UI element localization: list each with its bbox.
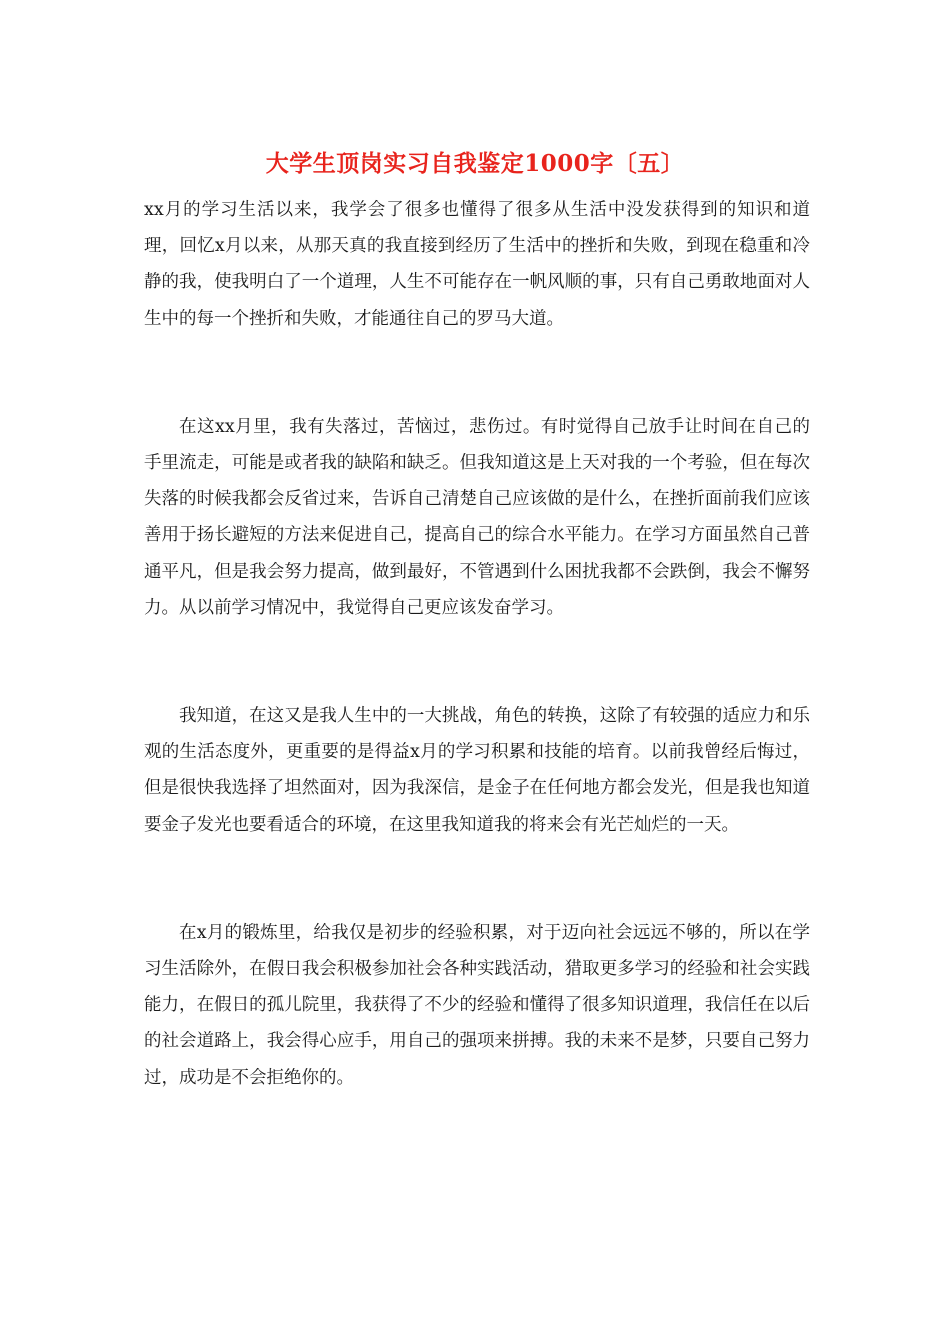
paragraph-4: 在x月的锻炼里，给我仅是初步的经验积累，对于迈向社会远远不够的，所以在学习生活除外，在假日我会积极参加社会各种实践活动，猎取更多学习的经验和社会实践能力，在假日的孤儿院里，我获得了不少的经验和懂得了很多知识道理，我信任在以后的社会道路上，我会得心应手，用自己的强项来拼搏。我的未来不是梦，只要自己努力过，成功是不会拒绝你的。	[144, 922, 810, 1088]
paragraph-gap	[144, 337, 810, 409]
paragraph-1: xx月的学习生活以来，我学会了很多也懂得了很多从生活中没发获得到的知识和道理，回忆x月以来，从那天真的我直接到经历了生活中的挫折和失败，到现在稳重和冷静的我，使我明白了一个道理，人生不可能存在一帆风顺的事，只有自己勇敢地面对人生中的每一个挫折和失败，才能通往自己的罗马大道。	[144, 200, 810, 329]
paragraph-gap	[144, 843, 810, 915]
paragraph-gap	[144, 626, 810, 698]
paragraph-3: 我知道，在这又是我人生中的一大挑战，角色的转换，这除了有较强的适应力和乐观的生活态度外，更重要的是得益x月的学习积累和技能的培育。以前我曾经后悔过，但是很快我选择了坦然面对，因为我深信，是金子在任何地方都会发光，但是我也知道要金子发光也要看适合的环境，在这里我知道我的将来会有光芒灿烂的一天。	[144, 706, 810, 835]
paragraph-2: 在这xx月里，我有失落过，苦恼过，悲伤过。有时觉得自己放手让时间在自己的手里流走，可能是或者我的缺陷和缺乏。但我知道这是上天对我的一个考验，但在每次失落的时候我都会反省过来，告诉自己清楚自己应该做的是什么，在挫折面前我们应该善用于扬长避短的方法来促进自己，提高自己的综合水平能力。在学习方面虽然自己普通平凡，但是我会努力提高，做到最好，不管遇到什么困扰我都不会跌倒，我会不懈努力。从以前学习情况中，我觉得自己更应该发奋学习。	[144, 416, 810, 618]
document-title: 大学生顶岗实习自我鉴定1000字〔五〕	[265, 150, 685, 177]
document-body	[144, 192, 810, 1096]
